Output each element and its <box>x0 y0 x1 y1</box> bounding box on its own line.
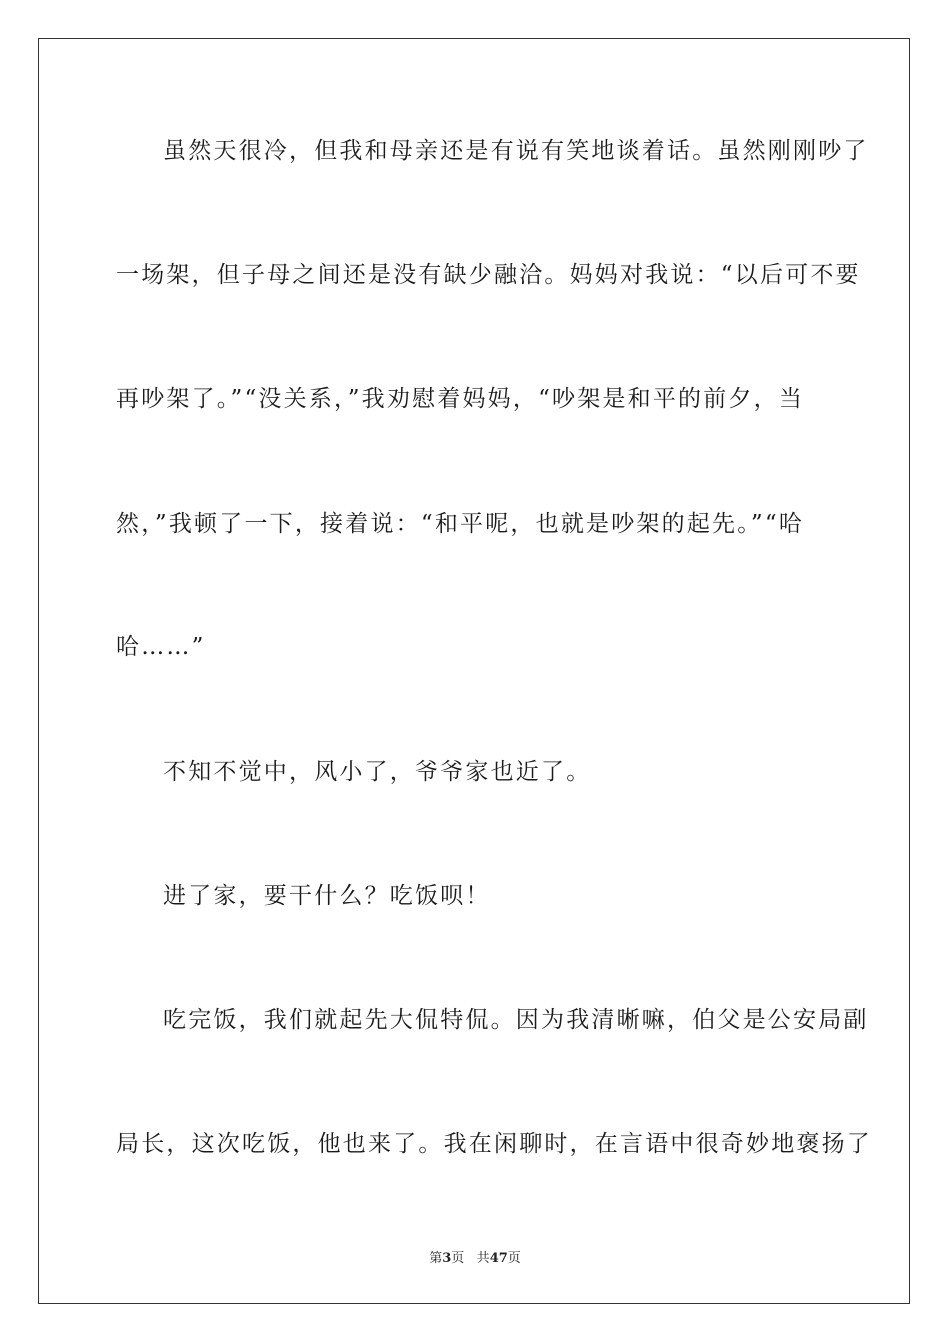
paragraph-line: 一场架，但子母之间还是没有缺少融洽。妈妈对我说：“以后可不要 <box>116 262 861 288</box>
paragraph-line: 虽然天很冷，但我和母亲还是有说有笑地谈着话。虽然刚刚吵了 <box>163 138 869 164</box>
paragraph-line: 局长，这次吃饭，他也来了。我在闲聊时，在言语中很奇妙地褒扬了 <box>116 1131 872 1157</box>
footer-page-suffix: 页 <box>451 1251 465 1266</box>
page-footer <box>0 1250 950 1268</box>
paragraph-line: 哈……” <box>116 634 206 660</box>
footer-prefix: 第 <box>429 1251 443 1266</box>
paragraph-line: 吃完饭，我们就起先大侃特侃。因为我清晰嘛，伯父是公安局副 <box>163 1007 869 1033</box>
page-number: 3 <box>442 1251 452 1266</box>
paragraph-line: 进了家，要干什么？吃饭呗！ <box>163 883 491 909</box>
paragraph-line: 再吵架了。”“没关系，”我劝慰着妈妈，“吵架是和平的前夕，当 <box>116 386 805 412</box>
paragraph-line: 然，”我顿了一下，接着说：“和平呢，也就是吵架的起先。”“哈 <box>116 511 805 537</box>
total-pages: 47 <box>489 1251 508 1266</box>
footer-total-prefix: 共 <box>476 1251 490 1266</box>
paragraph-line: 不知不觉中，风小了，爷爷家也近了。 <box>163 759 592 785</box>
page-border <box>38 38 910 1304</box>
footer-total-suffix: 页 <box>507 1251 521 1266</box>
